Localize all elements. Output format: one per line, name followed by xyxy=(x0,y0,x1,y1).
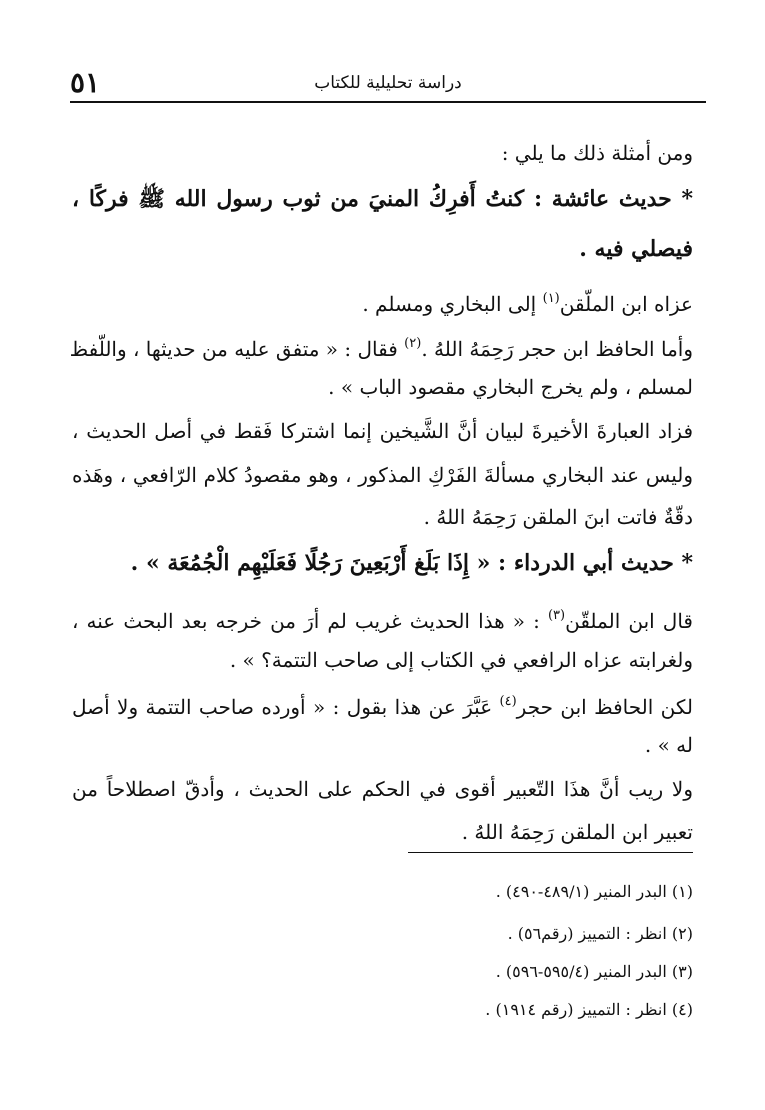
body-line: له » . xyxy=(644,733,693,757)
footnote-ref[interactable]: (٤) xyxy=(499,694,517,709)
hadith-heading-cont: فيصلي فيه . xyxy=(579,236,693,262)
body-line: وليس عند البخاري مسألةَ الفَرْكِ المذكور ، وهو مقصودُ كلام الرّافعي ، وهَذه xyxy=(72,463,693,487)
body-line: دقّةٌ فاتت ابنَ الملقن رَحِمَهُ اللهُ . xyxy=(423,505,693,529)
body-line xyxy=(72,599,693,638)
body-line: ولا ريب أنَّ هذَا التّعبير أقوى في الحكم على الحديث ، وأدقّ اصطلاحاً من xyxy=(72,777,693,801)
body-line xyxy=(72,685,693,724)
page-number: ٥١ xyxy=(70,66,101,99)
footnote: (١) البدر المنير (٤٨٩/١-٤٩٠) . xyxy=(495,882,693,901)
text-run: قال ابن الملقّن xyxy=(565,609,693,633)
text-run: وأما الحافظ ابن حجر رَحِمَهُ اللهُ . xyxy=(421,337,693,361)
body-line: فزاد العبارةَ الأخيرةَ لبيان أنَّ الشَّيخين إنما اشتركا فَقط في أصل الحديث ، xyxy=(72,419,693,443)
body-line: تعبير ابن الملقن رَحِمَهُ اللهُ . xyxy=(461,820,693,844)
body-line xyxy=(69,327,693,366)
body-line xyxy=(362,282,693,321)
footnote: (٢) انظر : التمييز (رقم٥٦) . xyxy=(507,924,693,943)
body-line: ومن أمثلة ذلك ما يلي : xyxy=(501,141,693,165)
hadith-heading: * حديث أبي الدرداء : « إِذَا بَلَغ أَرْبَعِينَ رَجُلًا فَعَلَيْهِم الْجُمُعَة » . xyxy=(130,550,693,576)
text-run: : « هذا الحديث غريب لم أرَ من خرجه بعد البحث عنه ، xyxy=(72,609,540,633)
footnote: (٤) انظر : التمييز (رقم ١٩١٤) . xyxy=(485,1000,693,1019)
text-run: فقال : « متفق عليه من حديثها ، واللّفظ xyxy=(69,337,398,361)
body-line: لمسلم ، ولم يخرج البخاري مقصود الباب » . xyxy=(328,375,693,399)
body-line: ولغرابته عزاه الرافعي في الكتاب إلى صاحب التتمة؟ » . xyxy=(229,648,693,672)
text-run: عَبَّرَ عن هذا بقول : « أورده صاحب التتمة ولا أصل xyxy=(72,695,493,719)
footnote-separator xyxy=(408,852,693,853)
footnote-ref[interactable]: (١) xyxy=(542,291,560,306)
text-run: لكن الحافظ ابن حجر xyxy=(516,695,694,719)
footnote-ref[interactable]: (٣) xyxy=(547,608,566,623)
text-run: إلى البخاري ومسلم . xyxy=(362,292,537,316)
footnote-ref[interactable]: (٢) xyxy=(404,336,422,351)
hadith-heading: * حديث عائشة : كنتُ أَفرِكُ المنيَ من ثوب رسول الله ﷺ فركًا ، xyxy=(72,186,693,212)
header-rule xyxy=(70,101,706,103)
text-run: عزاه ابن الملّقن xyxy=(559,292,693,316)
running-title: دراسة تحليلية للكتاب xyxy=(314,73,462,93)
footnote: (٣) البدر المنير (٥٩٥/٤-٥٩٦) . xyxy=(495,962,693,981)
running-header xyxy=(70,66,706,100)
